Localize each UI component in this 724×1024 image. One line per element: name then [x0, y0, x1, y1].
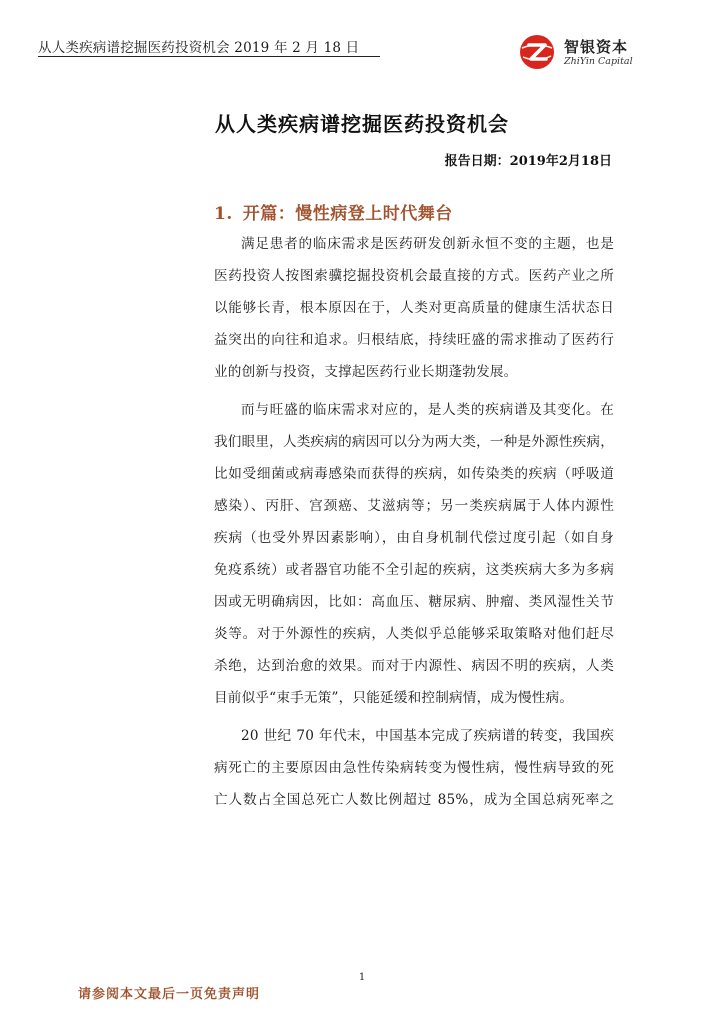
text-line: 比如受细菌或病毒感染而获得的疾病，如传染类的疾病（呼吸道	[214, 466, 614, 482]
text-line: 而与旺盛的临床需求对应的，是人类的疾病谱及其变化。在	[241, 402, 614, 418]
paragraph	[214, 720, 614, 816]
text-line: 免疫系统）或者器官功能不全引起的疾病，这类疾病大多为多病	[214, 562, 614, 578]
paragraph	[214, 228, 614, 388]
report-date: 报告日期：2019年2月18日	[444, 154, 612, 169]
logo-company-name-en: ZhiYin Capital	[564, 56, 633, 67]
section-title: 开篇：慢性病登上时代舞台	[242, 204, 453, 224]
page-number: 1	[358, 972, 366, 983]
disclaimer-note: 请参阅本文最后一页免责声明	[78, 987, 261, 1002]
text-line: 以能够长青，根本原因在于，人类对更高质量的健康生活状态日	[214, 300, 614, 316]
text-line: 因或无明确病因，比如：高血压、糖尿病、肿瘤、类风湿性关节	[214, 594, 614, 610]
text-line: 亡人数占全国总死亡人数比例超过 85%，成为全国总病死率之	[214, 792, 614, 808]
text-line: 益突出的向往和追求。归根结底，持续旺盛的需求推动了医药行	[214, 332, 614, 348]
section-heading	[214, 199, 453, 224]
body-text	[214, 228, 614, 822]
text-line: 感染）、丙肝、宫颈癌、艾滋病等；另一类疾病属于人体内源性	[214, 498, 614, 514]
text-line: 满足患者的临床需求是医药研发创新永恒不变的主题，也是	[241, 236, 614, 252]
text-line: 炎等。对于外源性的疾病，人类似乎总能够采取策略对他们赶尽	[214, 626, 614, 642]
text-line: 医药投资人按图索骥挖掘投资机会最直接的方式。医药产业之所	[214, 268, 614, 284]
running-header-title: 从人类疾病谱挖掘医药投资机会 2019 年 2 月 18 日	[38, 40, 360, 56]
section-number: 1.	[214, 204, 233, 224]
zhiyin-capital-logo-icon	[518, 33, 556, 71]
logo-company-name-cn: 智银资本	[564, 38, 629, 56]
text-line: 目前似乎“束手无策”，只能延缓和控制病情，成为慢性病。	[214, 690, 574, 706]
document-title: 从人类疾病谱挖掘医药投资机会	[215, 112, 509, 136]
text-line: 20 世纪 70 年代末，中国基本完成了疾病谱的转变，我国疾	[241, 728, 614, 744]
text-line: 业的创新与投资，支撑起医药行业长期蓬勃发展。	[214, 364, 518, 380]
text-line: 我们眼里，人类疾病的病因可以分为两大类，一种是外源性疾病，	[214, 434, 615, 450]
text-line: 疾病（也受外界因素影响），由自身机制代偿过度引起（如自身	[214, 530, 614, 546]
header-divider	[38, 56, 380, 57]
paragraph	[214, 394, 614, 714]
text-line: 病死亡的主要原因由急性传染病转变为慢性病，慢性病导致的死	[214, 760, 614, 776]
text-line: 杀绝，达到治愈的效果。而对于内源性、病因不明的疾病，人类	[214, 658, 614, 674]
company-logo	[518, 33, 638, 73]
